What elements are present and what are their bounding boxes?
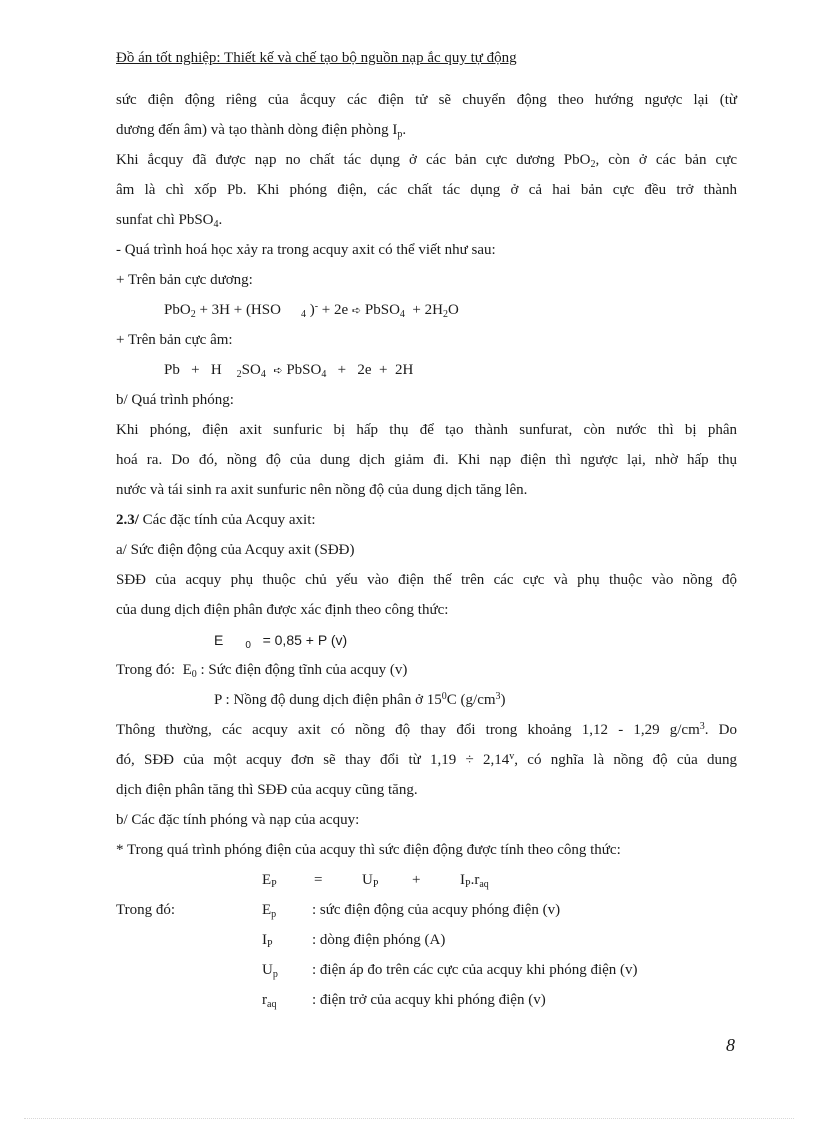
equals-sign: = xyxy=(314,872,323,888)
paragraph-line: * Trong quá trình phóng điện của acquy thì sức điện động được tính theo công thức: xyxy=(116,842,621,858)
def-symbol: $E_p$ xyxy=(262,902,277,920)
page-number: 8 xyxy=(726,1035,735,1055)
paragraph-line: của dung dịch điện phân được xác định theo công thức: xyxy=(116,602,449,618)
subsection-title: a/ Sức điện động của Acquy axit (SĐĐ) xyxy=(116,542,355,558)
def-symbol: $I_P$ xyxy=(262,932,273,950)
def-symbol: $r_{aq}$ xyxy=(262,992,277,1010)
paragraph-line: đó, SĐĐ của một acquy đơn sẽ thay đổi từ $1,19 \div 2,14^v$, có nghĩa là nồng độ của dung xyxy=(116,751,737,768)
section-heading: 2.3/ Các đặc tính của Acquy axit: xyxy=(116,512,316,528)
where-line: Trong đó: $E_0$ : Sức điện động tĩnh của acquy (v) xyxy=(116,662,408,680)
def-text: : điện trở của acquy khi phóng điện (v) xyxy=(312,992,546,1008)
footer-divider xyxy=(24,1118,794,1119)
paragraph-line: Khi phóng, điện axit sunfuric bị hấp thụ để tạo thành sunfurat, còn nước thì bị phân xyxy=(116,422,737,438)
paragraph-line: dịch điện phân tăng thì SĐĐ của acquy cũng tăng. xyxy=(116,782,418,798)
reaction-equation-positive: PbO$_2$ + 3H + (HSO $_4$ )- + 2e ➪ PbSO$_4$ + $2H_2O$ xyxy=(164,301,459,320)
def-text: : sức điện động của acquy phóng điện (v) xyxy=(312,902,561,918)
reaction-equation-negative: Pb + H $_2SO_4$ ➪ PbSO$_4$ + 2e + 2H xyxy=(164,362,414,380)
paragraph-line: sức điện động riêng của ắcquy các điện tử sẽ chuyển động theo hướng ngược lại (từ xyxy=(116,92,737,108)
subsection-title: b/ Các đặc tính phóng và nạp của acquy: xyxy=(116,812,360,828)
paragraph-line: hoá ra. Do đó, nồng độ của dung dịch giảm đi. Khi nạp điện thì ngược lại, nhờ hấp thụ xyxy=(116,452,737,468)
subsection-title: b/ Quá trình phóng: xyxy=(116,392,234,408)
formula-term-drop: $I_P.r_{aq}$ xyxy=(460,872,489,890)
paragraph-line: âm là chì xốp Pb. Khi phóng điện, các chất tác dụng ở cả hai bản cực đều trở thành xyxy=(116,182,737,198)
paragraph-line: dương đến âm) và tạo thành dòng điện phòng $I_p$. xyxy=(116,122,407,140)
paragraph-line: Thông thường, các acquy axit có nồng độ thay đổi trong khoảng 1,12 - 1,29 $g/cm^3$. Do xyxy=(116,721,737,738)
arrow-icon: ➪ xyxy=(273,365,283,377)
def-symbol: $U_p$ xyxy=(262,962,278,980)
label-positive-electrode: + Trên bản cực dương: xyxy=(116,272,253,288)
plus-sign: + xyxy=(412,872,421,888)
paragraph-line: nước và tái sinh ra axit sunfuric nên nồng độ của dung dịch tăng lên. xyxy=(116,482,528,498)
def-text: : dòng điện phóng (A) xyxy=(312,932,446,948)
page-header: Đồ án tốt nghiệp: Thiết kế và chế tạo bộ nguồn nạp ắc quy tự động xyxy=(116,50,517,66)
def-text: : điện áp đo trên các cực của acquy khi phóng điện (v) xyxy=(312,962,638,978)
paragraph-line: sunfat chì PbSO$_4$. xyxy=(116,212,223,230)
formula-emf: E $_0$ = 0,85 + P (v) xyxy=(214,632,348,651)
paragraph-line: SĐĐ của acquy phụ thuộc chủ yếu vào điện thế trên các cực và phụ thuộc vào nồng độ xyxy=(116,572,737,588)
formula-discharge-emf: $E_P$ xyxy=(262,872,277,890)
paragraph-line: - Quá trình hoá học xảy ra trong acquy axit có thể viết như sau: xyxy=(116,242,496,258)
formula-term-voltage: $U_P$ xyxy=(362,872,379,890)
label-negative-electrode: + Trên bản cực âm: xyxy=(116,332,233,348)
arrow-icon: ➪ xyxy=(351,305,362,317)
definitions-label: Trong đó: xyxy=(116,902,176,918)
paragraph-line: Khi ắcquy đã được nạp no chất tác dụng ở các bản cực dương PbO$_2$, còn ở các bản cực xyxy=(116,152,738,170)
where-line: P : Nồng độ dung dịch điện phân ở $15^0C$ $(g/cm^3)$ xyxy=(214,691,506,708)
